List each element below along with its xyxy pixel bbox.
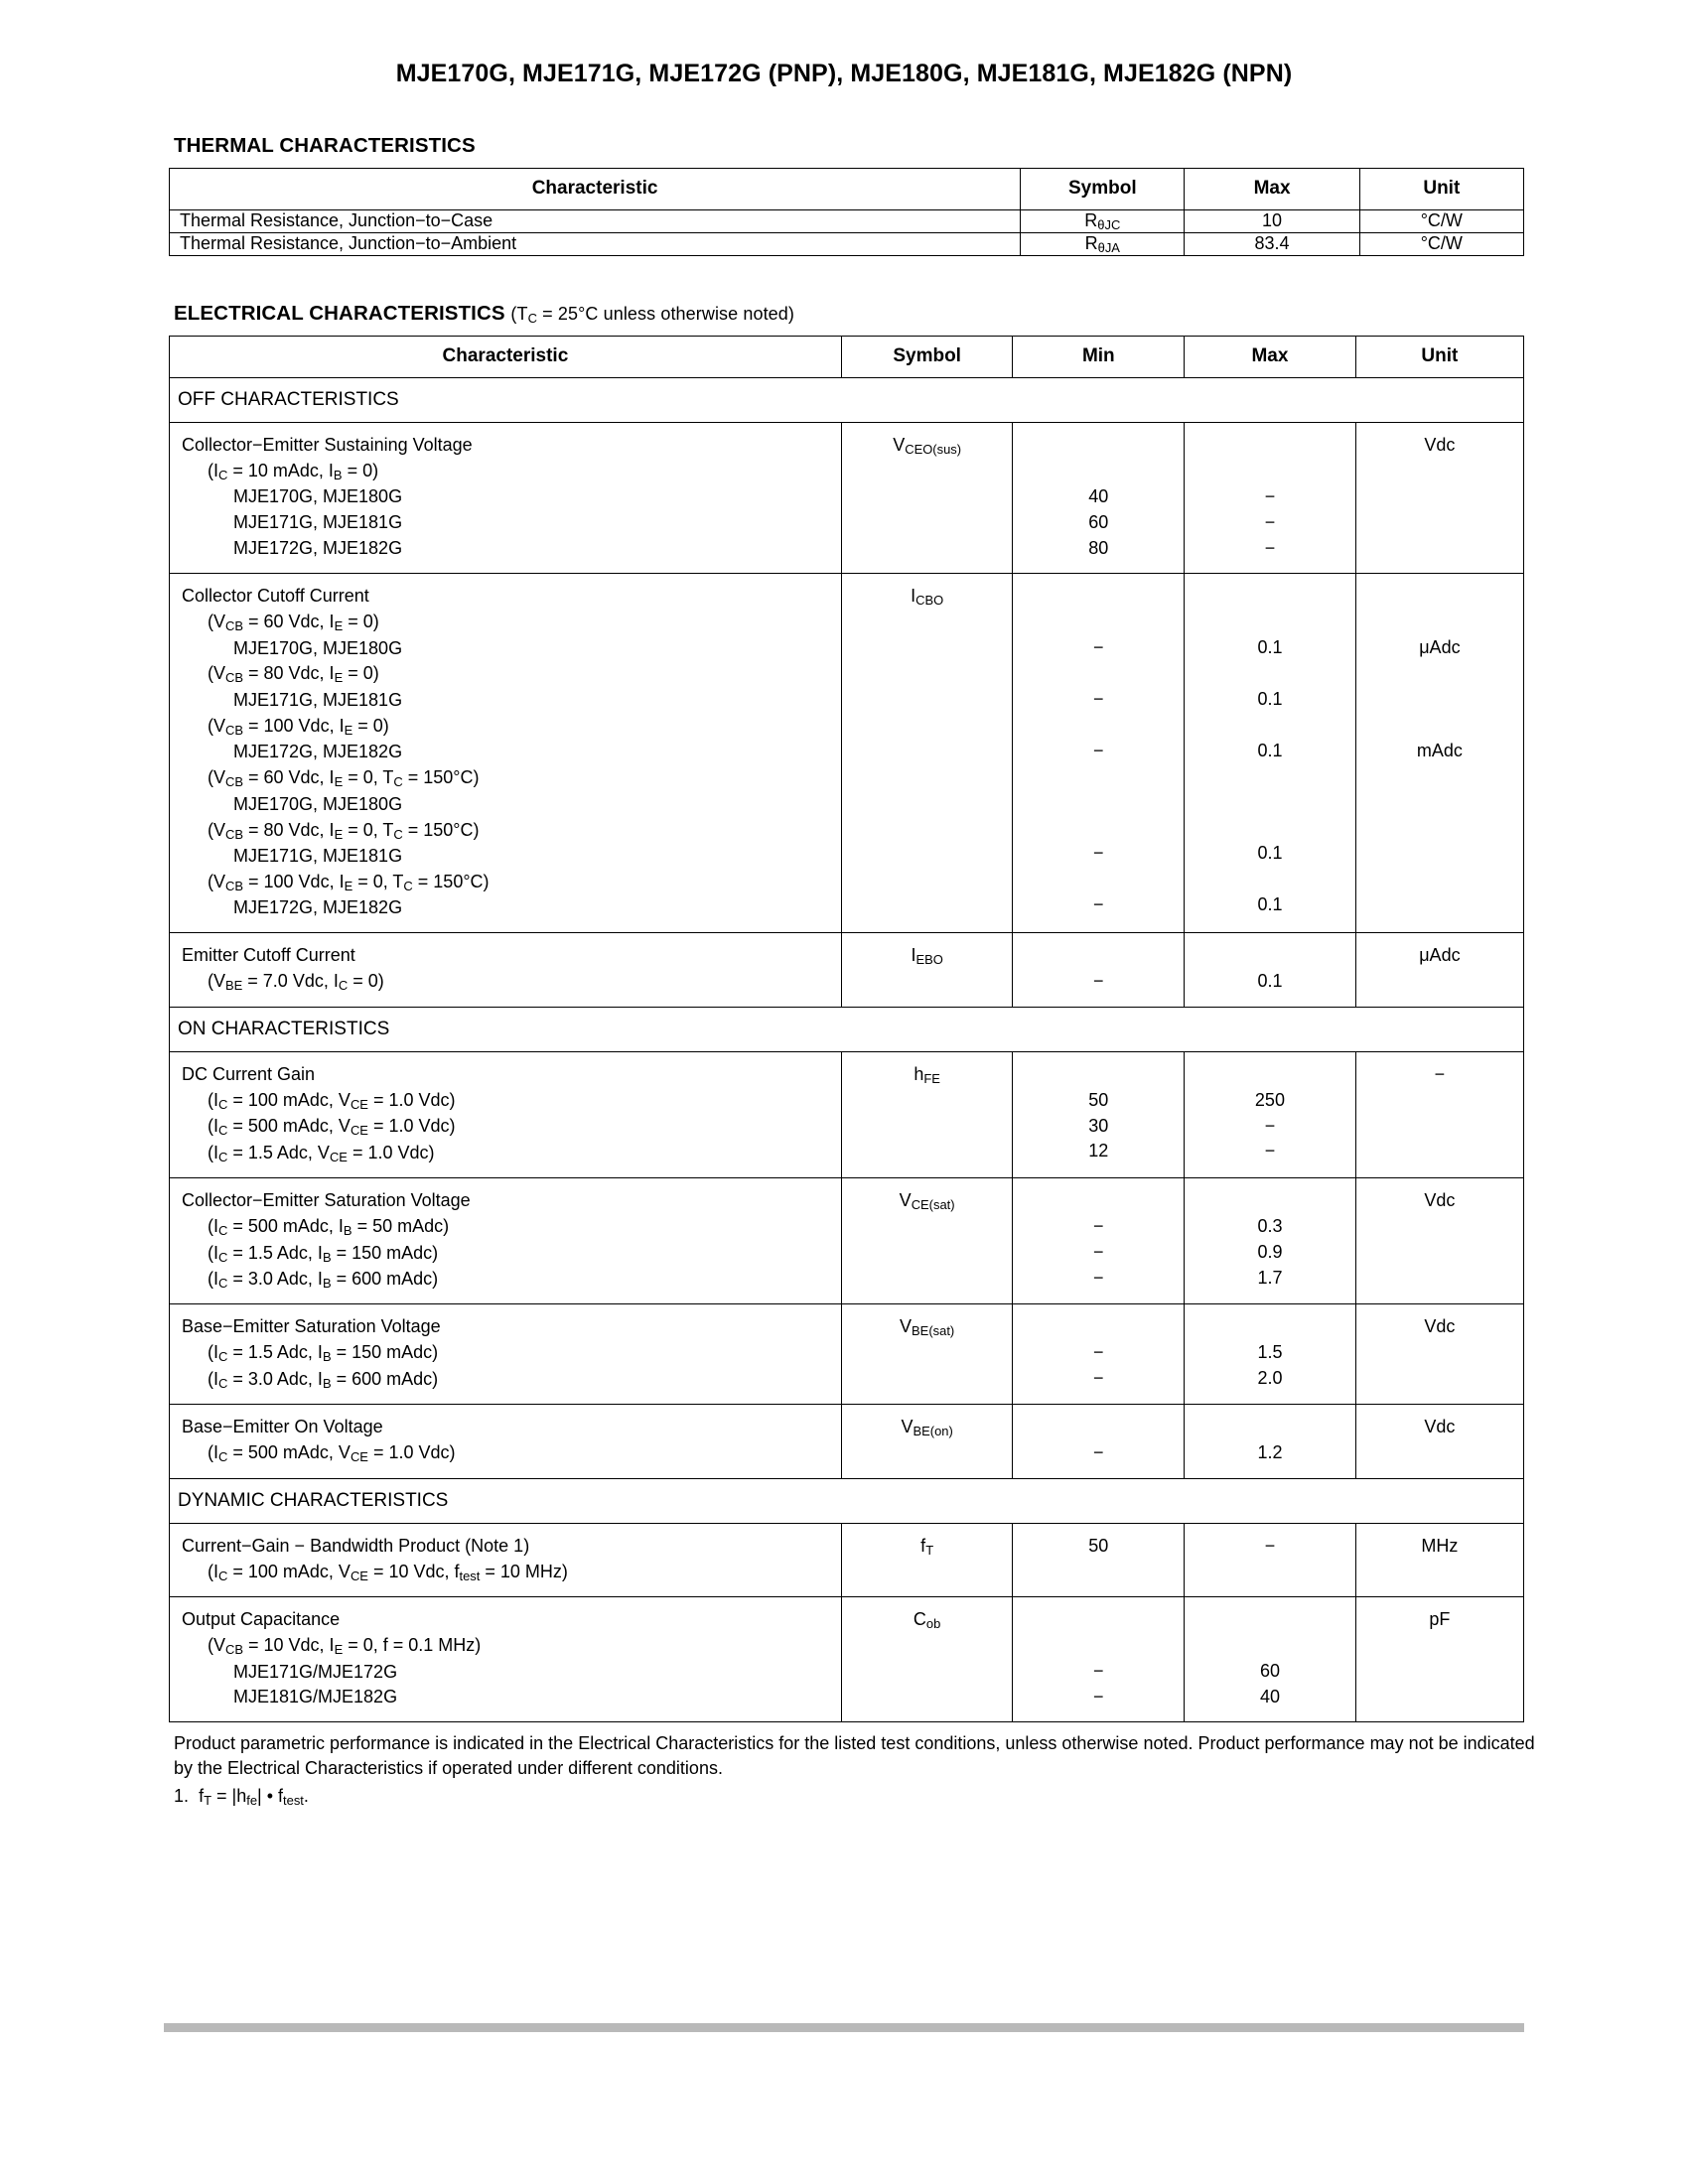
vceo-min-cell [1013,423,1185,574]
section-band-dynamic [170,1478,1524,1523]
table-row-icbo [170,574,1524,933]
hfe-max-cell [1185,1051,1356,1177]
section-band-label: ON CHARACTERISTICS [170,1007,1524,1051]
table-row-vcesat [170,1178,1524,1304]
cob-part-1: MJE181G/MJE182G [233,1687,398,1707]
thermal-max-0: 10 [1185,210,1359,233]
vbeon-name: Base−Emitter On Voltage [182,1417,383,1437]
cob-symbol: $C_{ob}$ [913,1609,941,1631]
hfe-min-1: 30 [1088,1115,1109,1136]
icbo-max-9: 0.1 [1257,843,1283,864]
cob-max-block [1185,1597,1355,1721]
table-row-vceo-sus [170,423,1524,574]
col-unit: Unit [1355,337,1523,378]
iebo-name: Emitter Cutoff Current [182,945,355,966]
vcesat-characteristic-cell [170,1178,842,1304]
vceo-name: Collector−Emitter Sustaining Voltage [182,435,473,455]
electrical-characteristics-table [169,336,1524,1722]
icbo-min-9: − [1093,843,1104,864]
vceo-symbol-cell [841,423,1013,574]
vcesat-min-2: − [1093,1267,1104,1288]
iebo-min-cell [1013,933,1185,1007]
hfe-unit: − [1434,1063,1446,1084]
cob-condition: ($V_{CB} = 10$ Vdc, $I_E = 0$, f = 0.1 MHz) [208,1635,482,1657]
icbo-max-11: 0.1 [1257,893,1283,914]
hfe-char-block [170,1052,841,1177]
vbesat-char-block [170,1304,841,1404]
icbo-cond-2: ($V_{CB} = 80$ Vdc, $I_E = 0$) [208,663,379,686]
ft-symbol: $f_T$ [920,1535,934,1558]
icbo-max-5: 0.1 [1257,740,1283,760]
vbesat-min-cell [1013,1304,1185,1405]
vbesat-max-1: 2.0 [1257,1368,1283,1389]
vbesat-symbol: $V_{BE(sat)}$ [900,1316,955,1339]
vcesat-max-cell [1185,1178,1356,1304]
vbeon-min-block [1013,1405,1184,1477]
table-row-ft [170,1523,1524,1596]
vbesat-characteristic-cell [170,1304,842,1405]
electrical-heading-condition: ($T_C = 25^\circ C$ unless otherwise noted) [510,304,795,326]
vbeon-max-0: 1.2 [1257,1442,1283,1463]
cob-max-0: 60 [1259,1660,1280,1681]
vbesat-max-block [1185,1304,1355,1403]
thermal-characteristics-table [169,168,1524,256]
iebo-condition: ($V_{BE} = 7.0$ Vdc, $I_C = 0$) [208,971,384,994]
symbol-subscript: θJA [1097,239,1120,255]
icbo-characteristic-cell [170,574,842,933]
icbo-max-1: 0.1 [1257,636,1283,657]
section-band-label: DYNAMIC CHARACTERISTICS [170,1478,1524,1523]
table-header-row [170,337,1524,378]
vbesat-cond-1: ($I_C = 3.0$ Adc, $I_B = 600$ mAdc) [208,1368,439,1391]
iebo-max-block [1185,933,1355,1006]
vceo-min-2: 80 [1088,537,1109,558]
table-row-hfe [170,1051,1524,1177]
ft-symbol-cell [841,1523,1013,1596]
vbesat-min-block [1013,1304,1184,1403]
vceo-min-0: 40 [1088,485,1109,506]
vbesat-unit: Vdc [1424,1316,1456,1337]
icbo-part-7: MJE170G, MJE180G [233,793,403,814]
icbo-max-3: 0.1 [1257,688,1283,709]
hfe-cond-1: ($I_C = 500$ mAdc, $V_{CE} = 1.0$ Vdc) [208,1116,456,1138]
table-row [170,210,1524,233]
hfe-name: DC Current Gain [182,1063,316,1084]
ft-name: Current−Gain − Bandwidth Product (Note 1) [182,1535,530,1556]
icbo-part-9: MJE171G, MJE181G [233,846,403,867]
col-max: Max [1185,169,1359,210]
icbo-part-1: MJE170G, MJE180G [233,637,403,658]
hfe-min-cell [1013,1051,1185,1177]
icbo-min-11: − [1093,893,1104,914]
col-symbol: Symbol [1021,169,1185,210]
hfe-max-2: − [1264,1141,1276,1161]
iebo-min-block [1013,933,1184,1006]
vbesat-max-cell [1185,1304,1356,1405]
thermal-unit-0: °C/W [1359,210,1523,233]
vbeon-unit-cell [1355,1405,1523,1478]
col-characteristic: Characteristic [170,337,842,378]
ft-max-cell [1185,1523,1356,1596]
hfe-min-2: 12 [1088,1141,1109,1161]
thermal-max-1: 83.4 [1185,233,1359,256]
vbeon-char-block [170,1405,841,1477]
vbeon-unit: Vdc [1424,1417,1456,1437]
icbo-unit-cell [1355,574,1523,933]
vceo-max-cell [1185,423,1356,574]
icbo-min-3: − [1093,688,1104,709]
iebo-char-block [170,933,841,1006]
iebo-symbol: $I_{EBO}$ [911,945,943,968]
icbo-part-3: MJE171G, MJE181G [233,689,403,710]
footnote-1: 1. $f_T = |h_{fe}|$ • $f_{test}$. [174,1786,309,1809]
symbol-base: R [1084,233,1098,253]
ft-condition: ($I_C = 100$ mAdc, $V_{CE} = 10$ Vdc, $f_{test} = 10$ MHz) [208,1561,568,1583]
col-characteristic: Characteristic [170,169,1021,210]
footer-divider-bar [164,2023,1524,2032]
vcesat-name: Collector−Emitter Saturation Voltage [182,1190,471,1211]
vcesat-cond-0: ($I_C = 500$ mAdc, $I_B = 50$ mAdc) [208,1216,450,1238]
vceo-part-1: MJE171G, MJE181G [233,512,403,533]
icbo-max-block [1185,574,1355,929]
electrical-heading-text: ELECTRICAL CHARACTERISTICS [174,302,505,325]
cob-symbol-cell [841,1597,1013,1722]
vcesat-symbol-cell [841,1178,1013,1304]
vcesat-max-1: 0.9 [1257,1241,1283,1262]
icbo-cond-10: ($V_{CB} = 100$ Vdc, $I_E = 0$, $T_C = 150^\circ C$) [208,871,490,893]
thermal-unit-1: °C/W [1359,233,1523,256]
cob-unit-cell [1355,1597,1523,1722]
ft-unit-cell [1355,1523,1523,1596]
hfe-unit-cell [1355,1051,1523,1177]
cob-min-1: − [1093,1686,1104,1706]
cob-min-0: − [1093,1660,1104,1681]
hfe-max-block [1185,1052,1355,1176]
vceo-condition: ($I_C = 10$ mAdc, $I_B = 0$) [208,460,379,482]
vbeon-max-block [1185,1405,1355,1477]
icbo-cond-8: ($V_{CB} = 80$ Vdc, $I_E = 0$, $T_C = 150^\circ C$) [208,819,480,842]
vcesat-min-1: − [1093,1241,1104,1262]
section-band-on [170,1007,1524,1051]
vcesat-min-block [1013,1178,1184,1302]
page-title: MJE170G, MJE171G, MJE172G (PNP), MJE180G, MJE181G, MJE182G (NPN) [395,60,1293,87]
vbesat-name: Base−Emitter Saturation Voltage [182,1316,441,1337]
col-max: Max [1185,337,1356,378]
cob-char-block [170,1597,841,1721]
vbeon-min-0: − [1093,1442,1104,1463]
iebo-unit: μAdc [1419,945,1461,966]
vcesat-cond-2: ($I_C = 3.0$ Adc, $I_B = 600$ mAdc) [208,1268,439,1291]
content-area [164,134,1535,1810]
icbo-part-5: MJE172G, MJE182G [233,742,403,762]
vcesat-unit-cell [1355,1178,1523,1304]
vceo-max-0: − [1264,485,1276,506]
col-unit: Unit [1359,169,1523,210]
vbesat-min-1: − [1093,1368,1104,1389]
vbeon-symbol-cell [841,1405,1013,1478]
cob-unit: pF [1429,1609,1451,1630]
vceo-min-1: 60 [1088,511,1109,532]
icbo-symbol-cell [841,574,1013,933]
iebo-max: 0.1 [1257,971,1283,992]
footnote-paragraph: Product parametric performance is indicated in the Electrical Characteristics for the listed test conditions, unless otherwise noted. Product performance may not be indicated by the Electrical Characteristics if operated under different conditions. [174,1733,1535,1778]
vcesat-max-block [1185,1178,1355,1302]
vbesat-unit-cell [1355,1304,1523,1405]
vcesat-symbol: $V_{CE(sat)}$ [899,1190,955,1212]
table-header-row [170,169,1524,210]
table-row [170,233,1524,256]
iebo-characteristic-cell [170,933,842,1007]
section-band-off [170,378,1524,423]
vceo-max-2: − [1264,537,1276,558]
icbo-unit-1: μAdc [1419,636,1461,657]
icbo-min-5: − [1093,740,1104,760]
icbo-cond-0: ($V_{CB} = 60$ Vdc, $I_E = 0$) [208,612,379,633]
vceo-unit: Vdc [1424,435,1456,455]
ft-max: − [1264,1535,1276,1556]
vceo-max-block [1185,423,1355,573]
vbeon-min-cell [1013,1405,1185,1478]
vceo-characteristic-cell [170,423,842,574]
electrical-heading [174,302,1524,326]
symbol-subscript: θJC [1097,216,1121,232]
icbo-char-block [170,574,841,932]
cob-min-block [1013,1597,1184,1721]
cob-name: Output Capacitance [182,1609,341,1630]
table-row-vbeon [170,1405,1524,1478]
vbeon-symbol: $V_{BE(on)}$ [901,1417,953,1439]
icbo-unit-5: mAdc [1416,740,1463,760]
iebo-unit-cell [1355,933,1523,1007]
col-symbol: Symbol [841,337,1013,378]
cob-max-1: 40 [1259,1686,1280,1706]
vbesat-max-0: 1.5 [1257,1342,1283,1363]
ft-min-cell [1013,1523,1185,1596]
vbeon-max-cell [1185,1405,1356,1478]
icbo-min-block [1013,574,1184,929]
hfe-symbol-cell [841,1051,1013,1177]
vcesat-min-0: − [1093,1216,1104,1237]
icbo-min-1: − [1093,636,1104,657]
vceo-symbol: $V_{CEO(sus)}$ [893,435,962,457]
table-row-cob [170,1597,1524,1722]
vbesat-cond-0: ($I_C = 1.5$ Adc, $I_B = 150$ mAdc) [208,1342,439,1365]
thermal-char-0: Thermal Resistance, Junction−to−Case [170,210,1021,233]
vceo-min-block [1013,423,1184,573]
thermal-symbol-1 [1021,233,1185,256]
cob-min-cell [1013,1597,1185,1722]
icbo-max-cell [1185,574,1356,933]
icbo-cond-4: ($V_{CB} = 100$ Vdc, $I_E = 0$) [208,715,389,738]
ft-unit: MHz [1421,1535,1459,1556]
icbo-part-11: MJE172G, MJE182G [233,897,403,918]
vceo-max-1: − [1264,511,1276,532]
table-row-vbesat [170,1304,1524,1405]
symbol-base: R [1084,210,1098,230]
vcesat-max-2: 1.7 [1257,1267,1283,1288]
vceo-unit-cell [1355,423,1523,574]
vcesat-max-0: 0.3 [1257,1216,1283,1237]
ft-characteristic-cell [170,1523,842,1596]
iebo-max-cell [1185,933,1356,1007]
vbeon-cond-0: ($I_C = 500$ mAdc, $V_{CE} = 1.0$ Vdc) [208,1442,456,1465]
hfe-min-0: 50 [1088,1089,1109,1110]
hfe-symbol: $h_{FE}$ [914,1063,940,1086]
cob-characteristic-cell [170,1597,842,1722]
footnotes [169,1731,1536,1809]
hfe-characteristic-cell [170,1051,842,1177]
hfe-cond-2: ($I_C = 1.5$ Adc, $V_{CE} = 1.0$ Vdc) [208,1142,435,1164]
vceo-char-block [170,423,841,573]
ft-char-block [170,1524,841,1596]
vcesat-unit: Vdc [1424,1190,1456,1211]
vbeon-characteristic-cell [170,1405,842,1478]
vceo-part-0: MJE170G, MJE180G [233,486,403,507]
thermal-heading: THERMAL CHARACTERISTICS [174,134,476,157]
icbo-unit-block [1356,574,1523,774]
vcesat-char-block [170,1178,841,1303]
hfe-max-1: − [1264,1115,1276,1136]
vbesat-min-0: − [1093,1342,1104,1363]
iebo-symbol-cell [841,933,1013,1007]
section-band-label: OFF CHARACTERISTICS [170,378,1524,423]
table-row-iebo [170,933,1524,1007]
vcesat-min-cell [1013,1178,1185,1304]
vbesat-symbol-cell [841,1304,1013,1405]
vcesat-cond-1: ($I_C = 1.5$ Adc, $I_B = 150$ mAdc) [208,1242,439,1265]
icbo-symbol: $I_{CBO}$ [911,586,944,608]
thermal-char-1: Thermal Resistance, Junction−to−Ambient [170,233,1021,256]
hfe-min-block [1013,1052,1184,1176]
iebo-min: − [1093,971,1104,992]
icbo-min-cell [1013,574,1185,933]
cob-part-0: MJE171G/MJE172G [233,1661,398,1682]
col-min: Min [1013,337,1185,378]
cob-max-cell [1185,1597,1356,1722]
vceo-part-2: MJE172G, MJE182G [233,538,403,559]
icbo-name: Collector Cutoff Current [182,586,369,607]
icbo-cond-6: ($V_{CB} = 60$ Vdc, $I_E = 0$, $T_C = 150^\circ C$) [208,767,480,790]
thermal-symbol-0 [1021,210,1185,233]
hfe-cond-0: ($I_C = 100$ mAdc, $V_{CE} = 1.0$ Vdc) [208,1089,456,1112]
ft-min: 50 [1088,1535,1109,1556]
hfe-max-0: 250 [1254,1089,1285,1110]
